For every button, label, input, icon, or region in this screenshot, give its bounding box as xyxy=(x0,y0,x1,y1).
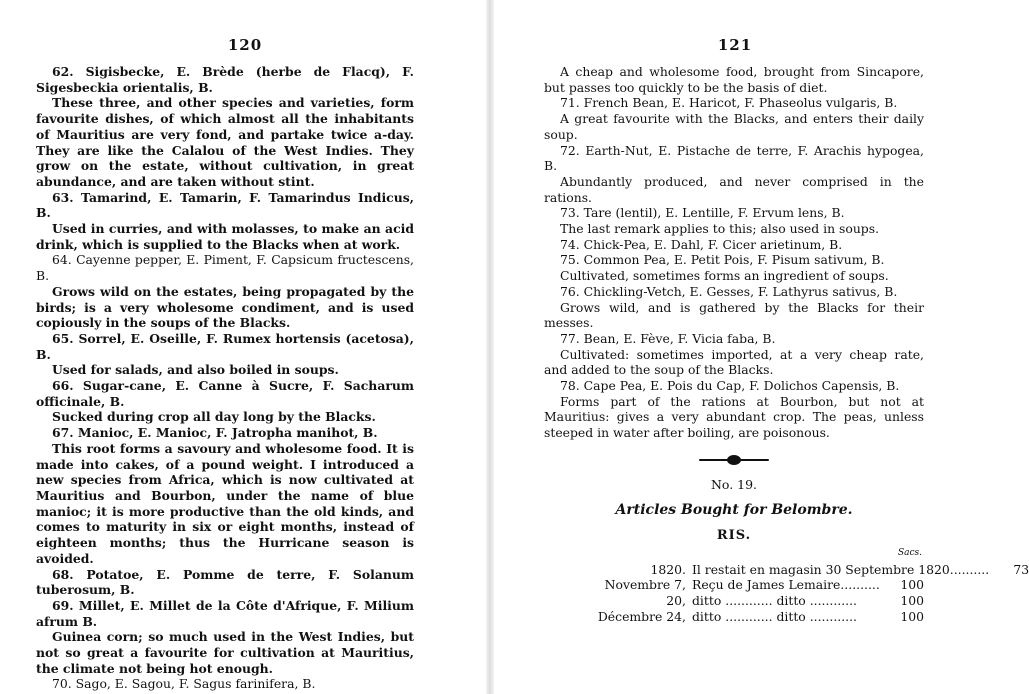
entry-heading: 64. Cayenne pepper, E. Piment, F. Capsicum fructescens, B. xyxy=(36,252,414,284)
entry-heading: 70. Sago, E. Sagou, F. Sagus farinifera, B. xyxy=(52,676,316,692)
ledger-quantity: 100 xyxy=(900,577,924,593)
ledger-date: 20, xyxy=(666,593,686,609)
paragraph: Used for salads, and also boiled in soups. xyxy=(52,362,339,378)
entry-heading: 62. Sigisbecke, E. Brède (herbe de Flacq), F. Sigesbeckia orientalis, B. xyxy=(36,64,414,95)
ledger-unit-header: Sacs. xyxy=(897,547,922,558)
paragraph: Sucked during crop all day long by the Blacks. xyxy=(52,409,376,425)
ornamental-divider xyxy=(699,455,769,465)
paragraph: A cheap and wholesome food, brought from Sincapore, but passes too quickly to be the basis of diet. xyxy=(544,64,924,95)
entry-heading: 68. Potatoe, E. Pomme de terre, F. Solanum tuberosum, B. xyxy=(36,566,414,598)
entry-heading: 74. Chick-Pea, E. Dahl, F. Cicer arietinum, B. xyxy=(560,236,843,252)
entry-heading: 76. Chickling-Vetch, E. Gesses, F. Lathyrus sativus, B. xyxy=(560,283,898,299)
paragraph: Guinea corn; so much used in the West Indies, but not so great a favourite for cultivation at Mauritius, the climate not being hot enough. xyxy=(36,629,414,676)
paragraph: These three, and other species and varieties, form favourite dishes, of which almost all the inhabitants of Mauritius are very fond, and partake twice a-day. They are like the Calalou of the West Indies. They grow on the estate, without cultivation, in great abundance, and are taken without stint. xyxy=(36,95,414,189)
entry-heading: 77. Bean, E. Fève, F. Vicia faba, B. xyxy=(560,330,776,346)
ledger-description: Reçu de James Lemaire.......... xyxy=(692,577,880,593)
ledger-description: ditto ............ ditto ............ xyxy=(692,593,857,609)
entry-heading: 65. Sorrel, E. Oseille, F. Rumex hortensis (acetosa), B. xyxy=(36,330,414,362)
ledger-row xyxy=(544,593,924,609)
paragraph: Forms part of the rations at Bourbon, but not at Mauritius: gives a very abundant crop. The peas, unless steeped in water after boiling, are poisonous. xyxy=(544,393,924,441)
ledger-row xyxy=(544,609,924,625)
ledger-date: 1820. xyxy=(650,561,686,577)
entry-heading: 72. Earth-Nut, E. Pistache de terre, F. Arachis hypogea, B. xyxy=(544,142,924,174)
paragraph: Grows wild on the estates, being propagated by the birds; is a very wholesome condiment, and is used copiously in the soups of the Blacks. xyxy=(36,283,414,331)
paragraph: Cultivated, sometimes forms an ingredient of soups. xyxy=(560,268,889,284)
entry-heading: 78. Cape Pea, E. Pois du Cap, F. Dolichos Capensis, B. xyxy=(560,378,900,394)
text-column xyxy=(36,64,414,692)
page-number: 121 xyxy=(717,36,753,54)
ledger-row xyxy=(544,577,924,593)
right-page xyxy=(490,0,1029,694)
entry-heading: 66. Sugar-cane, E. Canne à Sucre, F. Sacharum officinale, B. xyxy=(36,378,414,409)
paragraph: Abundantly produced, and never comprised in the rations. xyxy=(544,173,924,205)
ledger-quantity: 100 xyxy=(900,593,924,609)
paragraph: Grows wild, and is gathered by the Blacks for their messes. xyxy=(544,299,924,331)
section-subtitle: RIS. xyxy=(716,528,752,544)
ledger-description: Il restait en magasin 30 Septembre 1820.......... xyxy=(692,561,990,577)
paragraph: A great favourite with the Blacks, and enters their daily soup. xyxy=(544,111,924,142)
ledger-date: Décembre 24, xyxy=(597,608,686,624)
entry-heading: 73. Tare (lentil), E. Lentille, F. Ervum lens, B. xyxy=(560,205,845,221)
entry-heading: 63. Tamarind, E. Tamarin, F. Tamarindus Indicus, B. xyxy=(36,189,414,221)
paragraph: Used in curries, and with molasses, to make an acid drink, which is supplied to the Blacks when at work. xyxy=(36,221,414,252)
section-title: Articles Bought for Belombre. xyxy=(615,501,853,518)
ledger-row xyxy=(544,561,1029,578)
text-column xyxy=(544,64,1029,625)
entry-heading: 69. Millet, E. Millet de la Côte d'Afrique, F. Milium afrum B. xyxy=(36,597,414,629)
section-number: No. 19. xyxy=(710,476,758,492)
ledger-date: Novembre 7, xyxy=(604,577,686,593)
entry-heading: 75. Common Pea, E. Petit Pois, F. Pisum sativum, B. xyxy=(560,252,885,268)
paragraph: This root forms a savoury and wholesome food. It is made into cakes, of a pound weight. I introduced a new species from Africa, which is now cultivated at Mauritius and Bourbon, under the name of blue manioc; it is more productive than the old kinds, and comes to maturity in six or eight months, instead of eighteen months; thus the Hurricane season is avoided. xyxy=(36,440,414,566)
ledger-quantity: 73 xyxy=(1013,561,1029,577)
paragraph: The last remark applies to this; also used in soups. xyxy=(560,221,880,237)
page-number: 120 xyxy=(227,36,263,54)
entry-heading: 71. French Bean, E. Haricot, F. Phaseolus vulgaris, B. xyxy=(560,95,898,111)
ledger-description: ditto ............ ditto ............ xyxy=(692,608,857,624)
paragraph: Cultivated: sometimes imported, at a very cheap rate, and added to the soup of the Blacks. xyxy=(544,346,924,378)
left-page xyxy=(0,0,490,694)
entry-heading: 67. Manioc, E. Manioc, F. Jatropha manihot, B. xyxy=(52,425,378,441)
ledger-quantity: 100 xyxy=(900,608,924,624)
